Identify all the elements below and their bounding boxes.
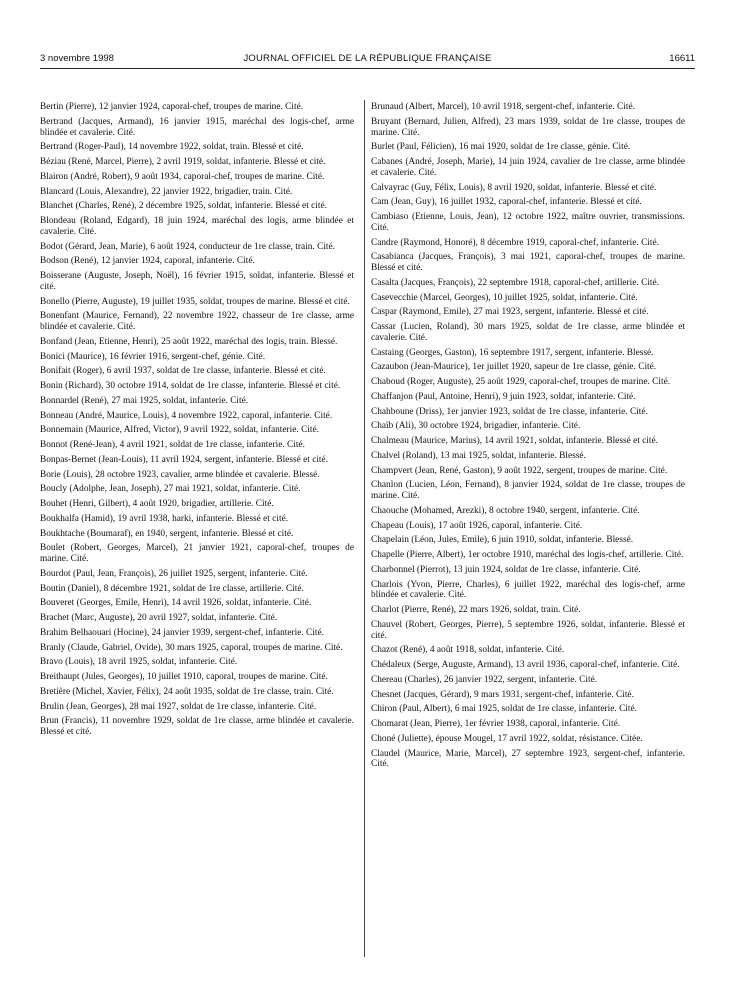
citation-entry: Boukhtache (Boumaraf), en 1940, sergent, infanterie. Blessé et cité. <box>40 528 294 539</box>
citation-entry: Branly (Claude, Gabriel, Ovide), 30 mars 1925, caporal, troupes de marine. Cité. <box>40 642 343 653</box>
citation-entry: Bonin (Richard), 30 octobre 1914, soldat de 1re classe, infanterie. Blessé et cité. <box>40 381 341 391</box>
left-column <box>40 102 354 742</box>
citation-entry: Casalta (Jacques, François), 22 septembre 1918, caporal-chef, artillerie. Cité. <box>371 277 659 288</box>
issue-date: 3 novembre 1998 <box>40 53 114 64</box>
citation-entry: Blairon (André, Robert), 9 août 1934, caporal-chef, troupes de marine. Cité. <box>40 171 325 182</box>
citation-entry: Bonfand (Jean, Etienne, Henri), 25 août 1922, maréchal des logis, train. Blessé. <box>40 336 338 347</box>
citation-entry: Chaffanjon (Paul, Antoine, Henri), 9 juin 1923, soldat, infanterie. Cité. <box>371 391 636 402</box>
citation-entry: Breithaupt (Jules, Georges), 10 juillet 1910, caporal, troupes de marine. Cité. <box>40 672 328 682</box>
citation-entry: Bodson (René), 12 janvier 1924, caporal, infanterie. Cité. <box>40 256 255 267</box>
citation-entry: Bruyant (Bernard, Julien, Alfred), 23 mars 1939, soldat de 1re classe, troupes de marine. Cité. <box>371 116 685 138</box>
citation-entry: Brunaud (Albert, Marcel), 10 avril 1918, sergent-chef, infanterie. Cité. <box>371 102 635 112</box>
citation-entry: Cambiaso (Etienne, Louis, Jean), 12 octobre 1922, maître ouvrier, transmissions. Cité. <box>371 212 685 233</box>
citation-entry: Cabanes (André, Joseph, Marie), 14 juin 1924, cavalier de 1re classe, arme blindée et cavalerie. Cité. <box>371 157 685 178</box>
citation-entry: Chapeau (Louis), 17 août 1926, caporal, infanterie. Cité. <box>371 520 583 531</box>
citation-entry: Blondeau (Roland, Edgard), 18 juin 1924, maréchal des logis, arme blindée et cavalerie. Cité. <box>40 216 354 237</box>
citation-entry: Cassar (Lucien, Roland), 30 mars 1925, soldat de 1re classe, arme blindée et cavalerie. Cité. <box>371 322 685 343</box>
citation-entry: Bonifait (Roger), 6 avril 1937, soldat de 1re classe, infanterie. Blessé et cité. <box>40 366 326 377</box>
citation-entry: Chazot (René), 4 août 1918, soldat, infanterie. Cité. <box>371 645 565 656</box>
citation-entry: Chahboune (Driss), 1er janvier 1923, soldat de 1re classe, infanterie. Cité. <box>371 406 648 417</box>
page-number: 16611 <box>669 53 695 64</box>
citation-entry: Bonello (Pierre, Auguste), 19 juillet 1935, soldat, troupes de marine. Blessé et cité. <box>40 296 350 307</box>
citation-entry: Bonnot (René-Jean), 4 avril 1921, soldat de 1re classe, infanterie. Cité. <box>40 440 305 450</box>
citation-entry: Chalmeau (Maurice, Marius), 14 avril 1921, soldat, infanterie. Blessé et cité. <box>371 436 658 446</box>
citation-entry: Bouhet (Henri, Gilbert), 4 août 1920, brigadier, artillerie. Cité. <box>40 499 274 509</box>
column-divider <box>364 100 365 957</box>
citation-entry: Champvert (Jean, René, Gaston), 9 août 1922, sergent, troupes de marine. Cité. <box>371 465 668 476</box>
citation-entry: Boucly (Adolphe, Jean, Joseph), 27 mai 1921, soldat, infanterie. Cité. <box>40 484 301 495</box>
citation-entry: Bourdot (Paul, Jean, François), 26 juillet 1925, sergent, infanterie. Cité. <box>40 568 308 579</box>
citation-entry: Bonenfant (Maurice, Fernand), 22 novembre 1922, chasseur de 1re classe, arme blindée et cavalerie. Cité. <box>40 311 354 332</box>
citation-entry: Bonneau (André, Maurice, Louis), 4 novembre 1922, caporal, infanterie. Cité. <box>40 410 333 421</box>
citation-entry: Casabianca (Jacques, François), 3 mai 1921, caporal-chef, troupes de marine. Blessé et cité. <box>371 252 685 273</box>
citation-entry: Bravo (Louis), 18 avril 1925, soldat, infanterie. Cité. <box>40 657 238 668</box>
citation-entry: Chereau (Charles), 26 janvier 1922, sergent, infanterie. Cité. <box>371 674 598 685</box>
citation-entry: Chanlon (Lucien, Léon, Fernand), 8 janvier 1924, soldat de 1re classe, troupes de marine. Cité. <box>371 480 685 501</box>
header-rule <box>40 68 695 69</box>
citation-entry: Choné (Juliette), épouse Mougel, 17 avril 1922, soldat, résistance. Citée. <box>371 733 643 744</box>
citation-entry: Bertrand (Roger-Paul), 14 novembre 1922, soldat, train. Blessé et cité. <box>40 142 304 153</box>
citation-entry: Chédaleux (Serge, Auguste, Armand), 13 avril 1936, caporal-chef, infanterie. Cité. <box>371 660 680 670</box>
citation-entry: Candre (Raymond, Honoré), 8 décembre 1919, caporal-chef, infanterie. Cité. <box>371 237 659 248</box>
right-column <box>371 102 685 774</box>
citation-entry: Chaboud (Roger, Auguste), 25 août 1929, caporal-chef, troupes de marine. Cité. <box>371 377 671 387</box>
citation-entry: Bertrand (Jacques, Armand), 16 janvier 1915, maréchal des logis-chef, arme blindée et cavalerie. Cité. <box>40 116 354 138</box>
citation-entry: Claudel (Maurice, Marie, Marcel), 27 septembre 1923, sergent-chef, infanterie. Cité. <box>371 748 685 770</box>
citation-entry: Bonnardel (René), 27 mai 1925, soldat, infanterie. Cité. <box>40 395 249 406</box>
citation-entry: Charlois (Yvon, Pierre, Charles), 6 juillet 1922, maréchal des logis-chef, arme blindée et cavalerie. Cité. <box>371 579 685 601</box>
citation-entry: Bonnemain (Maurice, Alfred, Victor), 9 avril 1922, soldat, infanterie. Cité. <box>40 425 319 436</box>
citation-entry: Chesnet (Jacques, Gérard), 9 mars 1931, sergent-chef, infanterie. Cité. <box>371 689 634 700</box>
journal-title: JOURNAL OFFICIEL DE LA RÉPUBLIQUE FRANÇAISE <box>243 53 492 64</box>
citation-entry: Chaouche (Mohamed, Arezki), 8 octobre 1940, sergent, infanterie. Cité. <box>371 505 640 516</box>
citation-entry: Cam (Jean, Guy), 16 juillet 1932, caporal-chef, infanterie. Blessé et cité. <box>371 197 642 208</box>
citation-entry: Chaïb (Ali), 30 octobre 1924, brigadier, infanterie. Cité. <box>371 421 581 432</box>
citation-entry: Chapelain (Léon, Jules, Emile), 6 juin 1910, soldat, infanterie. Blessé. <box>371 535 634 546</box>
citation-entry: Chapelle (Pierre, Albert), 1er octobre 1910, maréchal des logis-chef, artillerie. Cité. <box>371 550 684 560</box>
citation-entry: Chauvel (Robert, Georges, Pierre), 5 septembre 1926, soldat, infanterie. Blessé et cité. <box>371 619 685 641</box>
citation-entry: Castaing (Georges, Gaston), 16 septembre 1917, sergent, infanterie. Blessé. <box>371 347 654 358</box>
citation-entry: Chalvel (Roland), 13 mai 1925, soldat, infanterie. Blessé. <box>371 450 586 461</box>
citation-entry: Bodot (Gérard, Jean, Marie), 6 août 1924, conducteur de 1re classe, train. Cité. <box>40 241 336 252</box>
page-header <box>40 53 695 67</box>
citation-entry: Borie (Louis), 28 octobre 1923, cavalier, arme blindée et cavalerie. Blessé. <box>40 469 320 480</box>
citation-entry: Bonici (Maurice), 16 février 1916, sergent-chef, génie. Cité. <box>40 351 266 362</box>
citation-entry: Caspar (Raymond, Emile), 27 mai 1923, sergent, infanterie. Blessé et cité. <box>371 307 649 318</box>
citation-entry: Blancard (Louis, Alexandre), 22 janvier 1922, brigadier, train. Cité. <box>40 186 293 197</box>
citation-entry: Chomarat (Jean, Pierre), 1er février 1938, caporal, infanterie. Cité. <box>371 719 621 729</box>
citation-entry: Casevecchie (Marcel, Georges), 10 juillet 1925, soldat, infanterie. Cité. <box>371 292 638 303</box>
citation-entry: Brachet (Marc, Auguste), 20 avril 1927, soldat, infanterie. Cité. <box>40 613 278 623</box>
citation-entry: Bouveret (Georges, Emile, Henri), 14 avril 1926, soldat, infanterie. Cité. <box>40 598 312 609</box>
citation-entry: Burlet (Paul, Félicien), 16 mai 1920, soldat de 1re classe, génie. Cité. <box>371 142 631 153</box>
citation-entry: Brulin (Jean, Georges), 28 mai 1927, soldat de 1re classe, infanterie. Cité. <box>40 701 317 712</box>
citation-entry: Calvayrac (Guy, Félix, Louis), 8 avril 1920, soldat, infanterie. Blessé et cité. <box>371 182 657 193</box>
citation-entry: Cazaubon (Jean-Maurice), 1er juillet 1920, sapeur de 1re classe, génie. Cité. <box>371 362 657 373</box>
citation-entry: Béziau (René, Marcel, Pierre), 2 avril 1919, soldat, infanterie. Blessé et cité. <box>40 157 326 167</box>
citation-entry: Charlot (Pierre, René), 22 mars 1926, soldat, train. Cité. <box>371 605 581 615</box>
citation-entry: Boutin (Daniel), 8 décembre 1921, soldat de 1re classe, artillerie. Cité. <box>40 583 304 594</box>
citation-entry: Bretière (Michel, Xavier, Félix), 24 août 1935, soldat de 1re classe, train. Cité. <box>40 686 334 697</box>
citation-entry: Chiron (Paul, Albert), 6 mai 1925, soldat de 1re classe, infanterie. Cité. <box>371 704 637 715</box>
citation-entry: Boisserane (Auguste, Joseph, Noël), 16 février 1915, soldat, infanterie. Blessé et cité. <box>40 271 354 292</box>
citation-entry: Blanchet (Charles, René), 2 décembre 1925, soldat, infanterie. Blessé et cité. <box>40 201 327 212</box>
citation-entry: Boukhalfa (Hamid), 19 avril 1938, harki, infanterie. Blessé et cité. <box>40 513 289 524</box>
citation-entry: Bertin (Pierre), 12 janvier 1924, caporal-chef, troupes de marine. Cité. <box>40 102 304 112</box>
citation-entry: Brahim Belhaouari (Hocine), 24 janvier 1939, sergent-chef, infanterie. Cité. <box>40 627 324 638</box>
citation-entry: Charbonnel (Pierrot), 13 juin 1924, soldat de 1re classe, infanterie. Cité. <box>371 564 641 575</box>
citation-entry: Brun (Francis), 11 novembre 1929, soldat de 1re classe, arme blindée et cavalerie. Blessé et cité. <box>40 716 354 737</box>
citation-entry: Bonpas-Bernet (Jean-Louis), 11 avril 1924, sergent, infanterie. Blessé et cité. <box>40 454 329 465</box>
citation-entry: Boulet (Robert, Georges, Marcel), 21 janvier 1921, caporal-chef, troupes de marine. Cité. <box>40 543 354 564</box>
